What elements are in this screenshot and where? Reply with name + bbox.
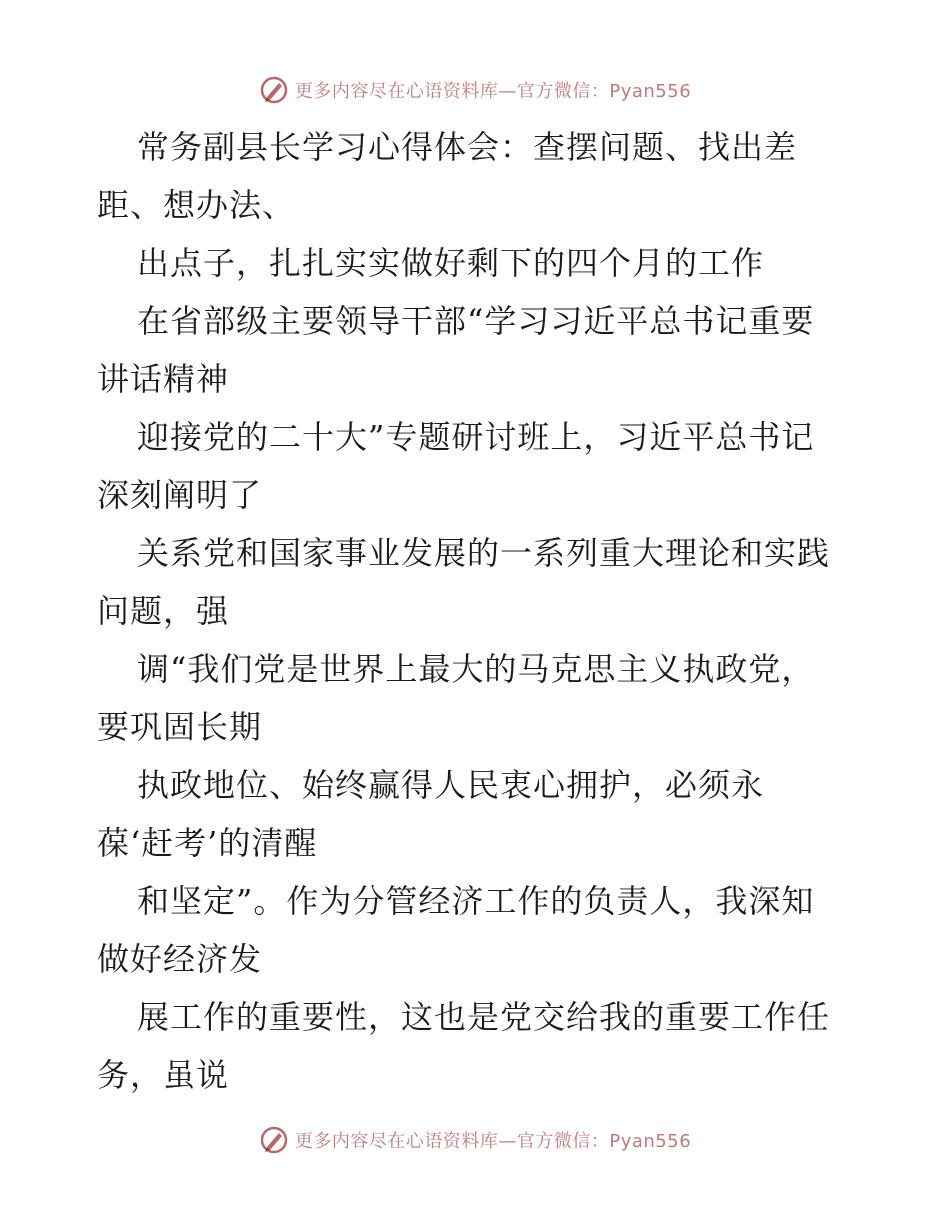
text-line: 距、想办法、 (97, 186, 296, 224)
text-line: 深刻阐明了 (97, 476, 263, 514)
text-line: 迎接党的二十大”专题研讨班上，习近平总书记 (137, 418, 815, 456)
text-line: 展工作的重要性，这也是党交给我的重要工作任 (137, 998, 831, 1036)
pen-logo-icon (259, 75, 289, 105)
pen-logo-icon (259, 1125, 289, 1155)
text-line: 葆‘赶考’的清醒 (97, 824, 318, 862)
text-line: 务，虽说 (97, 1056, 230, 1094)
text-line: 常务副县长学习心得体会：查摆问题、找出差 (137, 128, 798, 166)
text-line: 问题，强 (97, 592, 230, 630)
text-line: 要巩固长期 (97, 708, 263, 746)
text-line: 在省部级主要领导干部“学习习近平总书记重要 (137, 302, 815, 340)
text-line: 做好经济发 (97, 940, 263, 978)
text-line: 和坚定”。作为分管经济工作的负责人，我深知 (137, 882, 815, 920)
text-line: 调“我们党是世界上最大的马克思主义执政党， (137, 650, 815, 688)
watermark-text: 更多内容尽在心语资料库—官方微信：Pyan556 (294, 81, 692, 102)
text-line: 关系党和国家事业发展的一系列重大理论和实践 (137, 534, 831, 572)
text-line: 执政地位、始终赢得人民衷心拥护，必须永 (137, 766, 765, 804)
footer-watermark (0, 1120, 950, 1160)
watermark-text: 更多内容尽在心语资料库—官方微信：Pyan556 (294, 1131, 692, 1152)
text-line: 讲话精神 (97, 360, 230, 398)
document-body (97, 118, 867, 1104)
header-watermark (0, 70, 950, 110)
text-line: 出点子，扎扎实实做好剩下的四个月的工作 (137, 244, 765, 282)
